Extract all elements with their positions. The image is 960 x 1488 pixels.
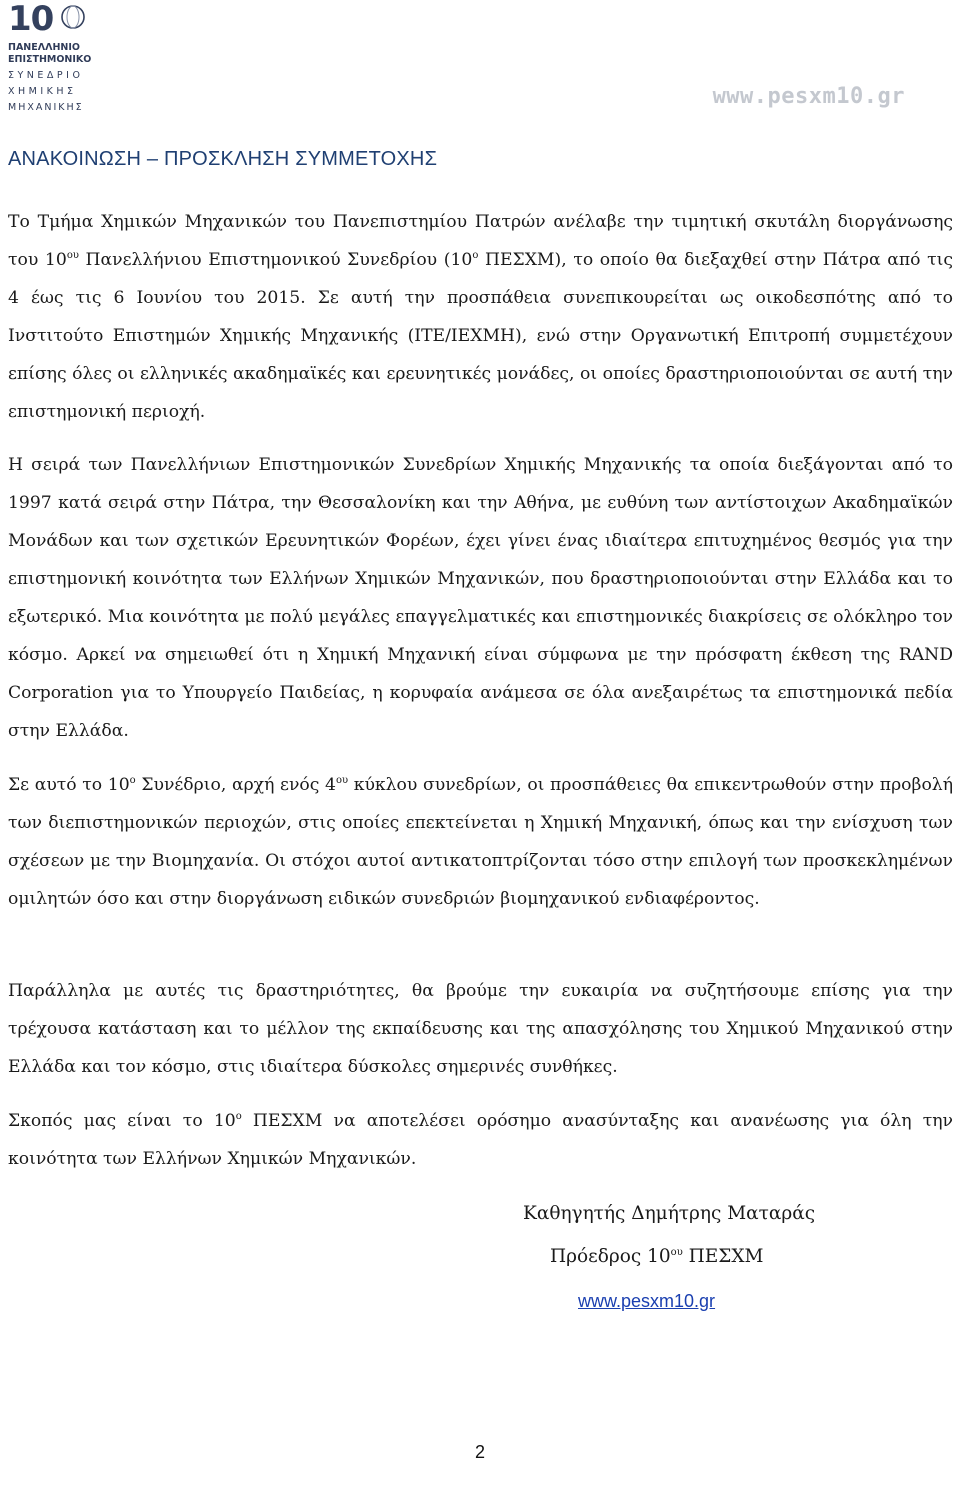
paragraph-goals xyxy=(8,766,953,918)
signature-role xyxy=(0,1245,960,1269)
logo-line-2: ΕΠΙΣΤΗΜΟΝΙΚΟ xyxy=(8,54,92,65)
paragraph-text: Σκοπός μας είναι το 10 xyxy=(8,1111,236,1131)
superscript: ου xyxy=(670,1247,683,1258)
paragraph-text: Πανελλήνιου Επιστημονικού Συνεδρίου (10 xyxy=(78,250,473,270)
logo-number: 10 xyxy=(8,0,54,39)
logo-line-5: ΜΗΧΑΝΙΚΗΣ xyxy=(8,102,84,113)
paragraph-history: Η σειρά των Πανελλήνιων Επιστημονικών Συνεδρίων Χημικής Μηχανικής τα οποία διεξάγονται από το 1997 κατά σειρά στην Πάτρα, την Θεσσαλονίκη και την Αθήνα, με ευθύνη των αντίστοιχων Ακαδημαϊκών Μονάδων και των σχετικών Ερευνητικών Φορέων, έχει γίνει ένας ιδιαίτερα επιτυχημένος θεσμός για την επιστημονική κοινότητα των Ελλήνων Χημικών Μηχανικών, που δραστηριοποιούνται στην Ελλάδα και το εξωτερικό. Μια κοινότητα με πολύ μεγάλες επαγγελματικές και επιστημονικές διακρίσεις σε ολόκληρο τον κόσμο. Αρκεί να σημειωθεί ότι η Χημική Μηχανική είναι σύμφωνα με την πρόσφατη έκθεση της RAND Corporation για το Υπουργείο Παιδείας, η κορυφαία ανάμεσα σε όλα ανεξαιρέτως τα επιστημονικά πεδία στην Ελλάδα. xyxy=(8,455,953,741)
superscript: ο xyxy=(235,1111,242,1122)
logo-ring-icon xyxy=(60,4,86,30)
paragraph-discussion: Παράλληλα με αυτές τις δραστηριότητες, θα βρούμε την ευκαιρία να συζητήσουμε επίσης για την τρέχουσα κατάσταση και το μέλλον της εκπαίδευσης και της απασχόλησης του Χημικού Μηχανικού στην Ελλάδα και τον κόσμο, στις ιδιαίτερα δύσκολες σημερινές συνθήκες. xyxy=(8,981,953,1077)
logo-line-4: ΧΗΜΙΚΗΣ xyxy=(8,86,77,97)
superscript: ο xyxy=(472,250,479,261)
paragraph-text: Συνέδριο, αρχή ενός 4 xyxy=(135,775,336,795)
header-website: www.pesxm10.gr xyxy=(712,84,905,109)
paragraph-intro xyxy=(8,203,953,431)
signature-name: Καθηγητής Δημήτρης Ματαράς xyxy=(523,1203,816,1224)
superscript: ο xyxy=(129,775,136,786)
page-number: 2 xyxy=(474,1442,485,1462)
signature-role-text: Πρόεδρος 10 xyxy=(550,1246,671,1267)
page-header xyxy=(0,0,960,125)
signature-role-text: ΠΕΣΧΜ xyxy=(682,1246,764,1267)
signature-link-line xyxy=(0,1289,960,1314)
paragraph-purpose xyxy=(8,1102,953,1178)
superscript: ου xyxy=(66,250,79,261)
logo-line-3: ΣΥΝΕΔΡΙΟ xyxy=(8,70,84,81)
paragraph-text: ΠΕΣΧΜ), το οποίο θα διεξαχθεί στην Πάτρα από τις 4 έως τις 6 Ιουνίου του 2015. Σε αυτή την προσπάθεια συνεπικουρείται ως οικοδεσπότης από το Ινστιτούτο Επιστημών Χημικής Μηχανικής (ΙΤΕ/ΙΕΧΜΗ), ενώ στην Οργανωτική Επιτροπή συμμετέχουν επίσης όλες οι ελληνικές ακαδημαϊκές και ερευνητικές μονάδες, οι οποίες δραστηριοποιούνται σε αυτή την επιστημονική περιοχή. xyxy=(8,250,954,422)
paragraph-text: ΠΕΣΧΜ να αποτελέσει ορόσημο ανασύνταξης και ανανέωσης για όλη την κοινότητα των Ελλήνων Χημικών Μηχανικών. xyxy=(8,1111,953,1169)
paragraph-text: κύκλου συνεδρίων, οι προσπάθειες θα επικεντρωθούν στην προβολή των διεπιστημονικών περιοχών, στις οποίες επεκτείνεται η Χημική Μηχανική, όπως και την ενίσχυση των σχέσεων με την Βιομηχανία. Οι στόχοι αυτοί αντικατοπτρίζονται τόσο στην επιλογή των προσκεκλημένων ομιλητών όσο και στην διοργάνωση ειδικών συνεδριών βιομηχανικού ενδιαφέροντος. xyxy=(8,775,953,909)
conference-logo xyxy=(8,2,100,120)
superscript: ου xyxy=(335,775,349,786)
page-title: ΑΝΑΚΟΙΝΩΣΗ – ΠΡΟΣΚΛΗΣΗ ΣΥΜΜΕΤΟΧΗΣ xyxy=(8,148,438,170)
website-link[interactable]: www.pesxm10.gr xyxy=(578,1291,716,1311)
paragraph-text: Σε αυτό το 10 xyxy=(8,775,130,795)
logo-line-1: ΠΑΝΕΛΛΗΝΙΟ xyxy=(8,42,80,53)
paragraph-text: Το Τμήμα Χημικών Μηχανικών του Πανεπιστημίου Πατρών ανέλαβε την τιμητική σκυτάλη διοργάνωσης του 10 xyxy=(8,212,953,270)
